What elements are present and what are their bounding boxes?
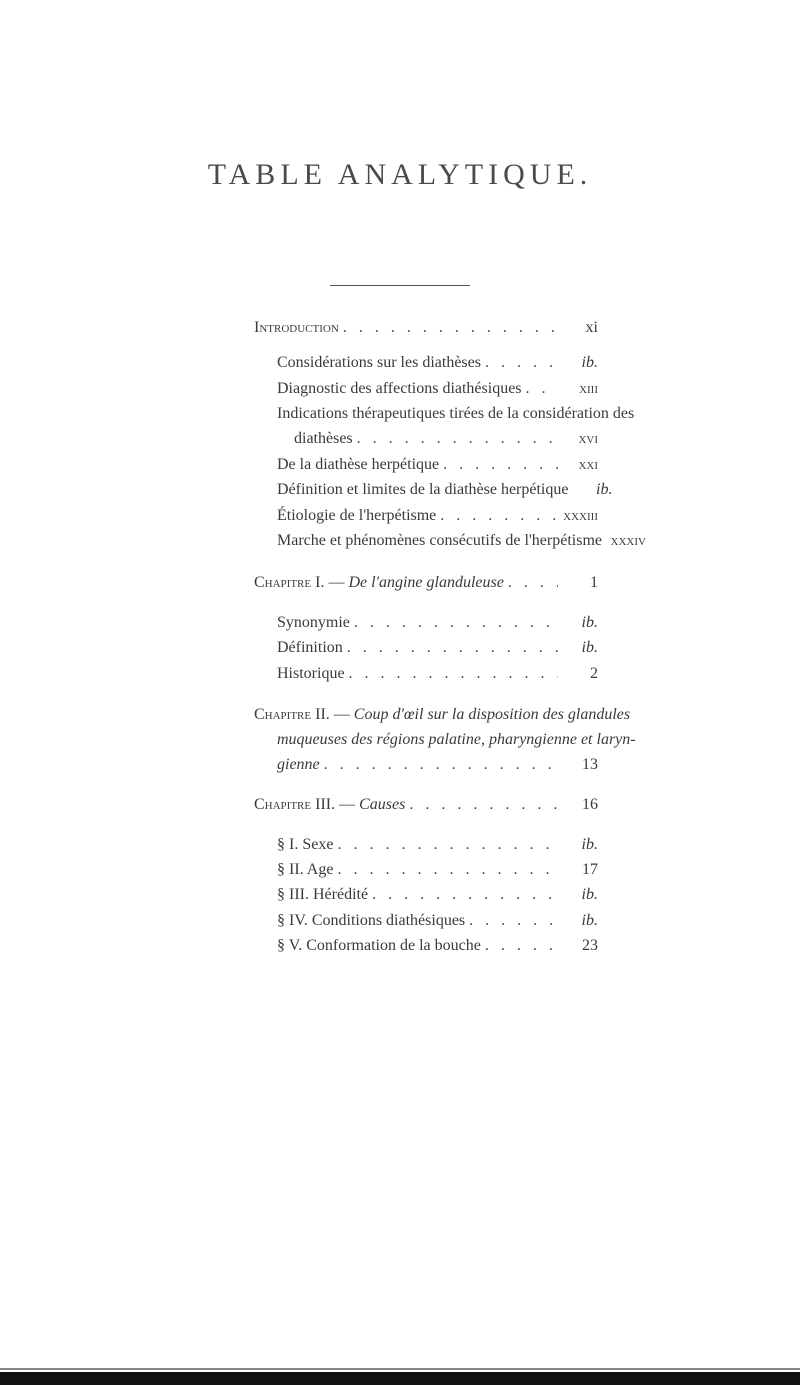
toc-entry bbox=[277, 835, 598, 855]
leader-dots bbox=[485, 936, 558, 956]
toc-label-line: Indications thérapeutiques tirées de la considération des bbox=[277, 405, 635, 422]
toc-page: ib. bbox=[581, 912, 598, 929]
toc-page: ib. bbox=[581, 639, 598, 656]
toc-page: ib. bbox=[581, 886, 598, 903]
toc-page: ib. bbox=[581, 836, 598, 853]
leader-dots bbox=[324, 755, 558, 775]
toc-label: Causes bbox=[359, 796, 406, 813]
leader-dots bbox=[409, 795, 558, 815]
toc-page: xvi bbox=[578, 430, 598, 447]
toc-label-line bbox=[254, 705, 630, 725]
leader-dots bbox=[357, 429, 558, 449]
toc-entry bbox=[277, 480, 613, 500]
toc-page: 23 bbox=[582, 937, 598, 954]
leader-dots bbox=[347, 638, 558, 658]
leader-dots bbox=[337, 835, 558, 855]
toc-entry bbox=[277, 664, 598, 684]
toc-page: xxxiv bbox=[610, 532, 646, 549]
toc-label: Définition bbox=[277, 639, 343, 656]
toc-entry bbox=[277, 455, 598, 475]
toc-page: xxxiii bbox=[563, 507, 598, 524]
chapter-prefix: Chapitre III. — bbox=[254, 796, 360, 813]
leader-dots bbox=[337, 860, 558, 880]
toc-entry bbox=[277, 638, 598, 658]
toc-label: Définition et limites de la diathèse herpétique bbox=[277, 481, 569, 498]
toc-entry bbox=[277, 506, 598, 526]
leader-dots bbox=[443, 455, 558, 475]
toc-entry bbox=[277, 613, 598, 633]
toc-entry-chapter-1 bbox=[254, 573, 598, 593]
leader-dots bbox=[508, 573, 558, 593]
toc-entry-introduction bbox=[254, 318, 598, 338]
toc-entry bbox=[277, 936, 598, 956]
toc-label: § IV. Conditions diathésiques bbox=[277, 912, 466, 929]
toc-label: diathèses bbox=[294, 430, 353, 447]
toc-page: 13 bbox=[582, 756, 598, 773]
toc-entry bbox=[294, 429, 598, 449]
toc-label-wrap bbox=[254, 795, 405, 815]
toc-entry-chapter-3 bbox=[254, 795, 598, 815]
toc-label: Historique bbox=[277, 665, 345, 682]
toc-label: Synonymie bbox=[277, 614, 350, 631]
page-title: TABLE ANALYTIQUE. bbox=[207, 158, 593, 191]
toc-label-wrap bbox=[254, 573, 504, 593]
toc-page: ib. bbox=[581, 354, 598, 371]
chapter-prefix: Chapitre II. — bbox=[254, 706, 354, 723]
toc-label-line2: muqueuses des régions palatine, pharyngienne et laryn- bbox=[277, 731, 636, 748]
toc-label: Introduction bbox=[254, 319, 339, 336]
toc-entry bbox=[277, 885, 598, 905]
toc-label: gienne bbox=[277, 756, 320, 773]
toc-label: § I. Sexe bbox=[277, 836, 334, 853]
leader-dots bbox=[349, 664, 558, 684]
toc-label: Considérations sur les diathèses bbox=[277, 354, 481, 371]
toc-label: De l'angine glanduleuse bbox=[348, 574, 504, 591]
toc-page: xi bbox=[585, 319, 598, 336]
toc-entry bbox=[277, 353, 598, 373]
toc-page: xxi bbox=[578, 456, 598, 473]
toc-entry-chapter-2 bbox=[277, 755, 598, 775]
toc-label: Étiologie de l'herpétisme bbox=[277, 507, 437, 524]
leader-dots bbox=[440, 506, 558, 526]
toc-page: 1 bbox=[590, 574, 598, 591]
toc-label: § V. Conformation de la bouche bbox=[277, 937, 481, 954]
toc-label: Diagnostic des affections diathésiques bbox=[277, 380, 522, 397]
leader-dots bbox=[469, 911, 558, 931]
toc-entry bbox=[277, 860, 598, 880]
toc-page: 16 bbox=[582, 796, 598, 813]
leader-dots bbox=[343, 318, 558, 338]
title-rule bbox=[330, 285, 470, 286]
toc-label: § III. Hérédité bbox=[277, 886, 369, 903]
toc-entry bbox=[277, 911, 598, 931]
leader-dots bbox=[372, 885, 558, 905]
toc-entry bbox=[277, 379, 598, 399]
toc-label-line1: Coup d'œil sur la disposition des glandules bbox=[353, 706, 631, 723]
toc-label: Marche et phénomènes consécutifs de l'herpétisme bbox=[277, 532, 602, 549]
leader-dots bbox=[526, 379, 558, 399]
leader-dots bbox=[485, 353, 558, 373]
toc-page: 2 bbox=[590, 665, 598, 682]
toc-page: 17 bbox=[582, 861, 598, 878]
toc-entry bbox=[277, 531, 646, 551]
toc-label: § II. Age bbox=[277, 861, 334, 878]
toc-page: xiii bbox=[579, 380, 598, 397]
leader-dots bbox=[354, 613, 558, 633]
page-bottom-edge bbox=[0, 1372, 800, 1385]
chapter-prefix: Chapitre I. — bbox=[254, 574, 349, 591]
toc-page: ib. bbox=[596, 481, 613, 498]
toc-label: De la diathèse herpétique bbox=[277, 456, 440, 473]
toc-page: ib. bbox=[581, 614, 598, 631]
